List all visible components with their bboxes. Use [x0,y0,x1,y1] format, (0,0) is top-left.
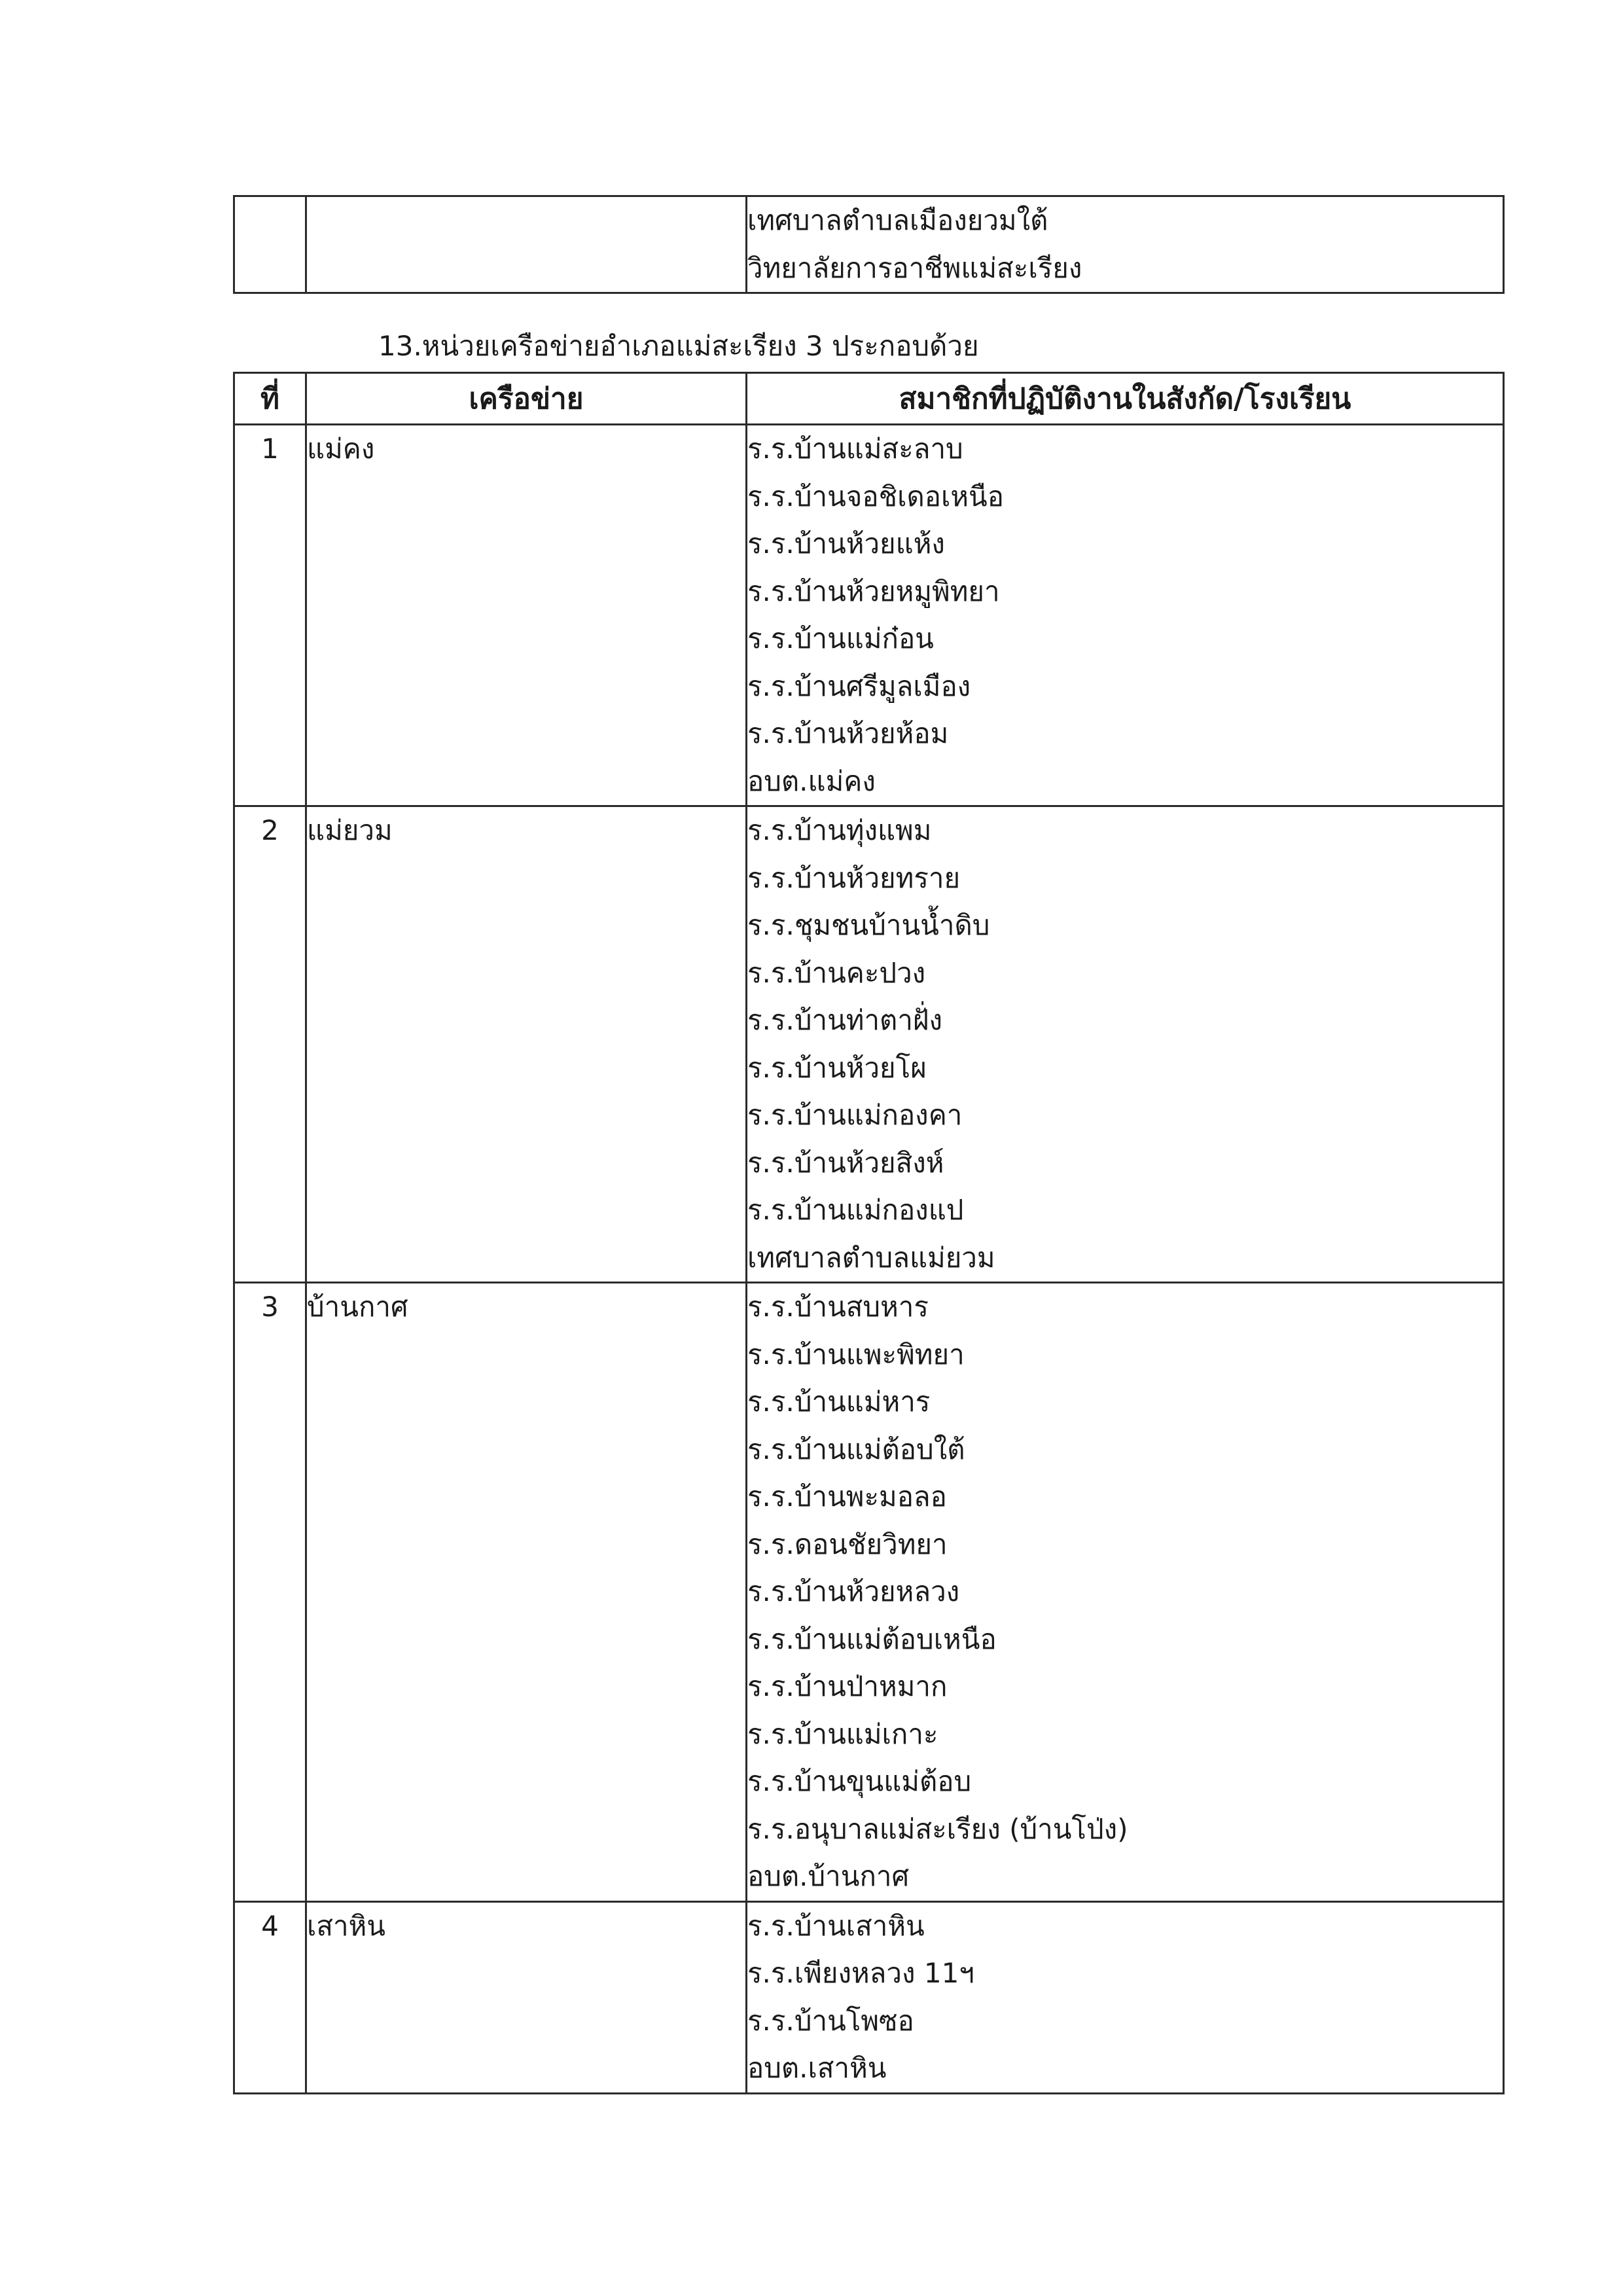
member-item: ร.ร.บ้านสบหาร [747,1291,929,1323]
table-header-row [234,373,1504,425]
header-no: ที่ [234,373,306,425]
network-cell [306,196,747,293]
network-cell [306,425,747,806]
header-network: เครือข่าย [306,373,747,425]
members-cell [747,196,1504,293]
members-cell [747,806,1504,1283]
network-cell [306,1901,747,2093]
member-item: ร.ร.บ้านเสาหิน [747,1909,925,1942]
member-item: ร.ร.บ้านแม่สะลาบ [747,433,963,465]
members-cell [747,1901,1504,2093]
member-item: ร.ร.บ้านป่าหมาก [747,1670,948,1702]
member-item: ร.ร.บ้านทุ่งแพม [747,814,932,846]
network-members-table [233,372,1505,2094]
table-row [234,196,1504,293]
member-item: ร.ร.บ้านจอชิเดอเหนือ [747,480,1004,512]
member-item: ร.ร.อนุบาลแม่สะเรียง (บ้านโป่ง) [747,1812,1128,1845]
member-item: ร.ร.บ้านแม่ก๋อน [747,622,934,655]
member-item: ร.ร.บ้านขุนแม่ต้อบ [747,1765,972,1797]
network-cell [306,806,747,1283]
member-item: อบต.บ้านกาศ [747,1860,910,1892]
member-item: ร.ร.บ้านแพะพิทยา [747,1338,965,1371]
network-cell [306,1283,747,1902]
member-item: ร.ร.บ้านแม่ต้อบเหนือ [747,1623,997,1655]
table-row [234,806,1504,1283]
network-name: บ้านกาศ [307,1291,408,1323]
member-item: ร.ร.บ้านห้วยทราย [747,861,961,894]
row-number-cell [234,425,306,806]
network-name: แม่คง [307,433,375,465]
member-item: ร.ร.บ้านห้วยแห้ง [747,528,945,560]
member-item: ร.ร.บ้านแม่เกาะ [747,1717,938,1750]
member-item: ร.ร.บ้านแม่ต้อบใต้ [747,1433,965,1465]
header-members: สมาชิกที่ปฏิบัติงานในสังกัด/โรงเรียน [747,373,1504,425]
table-row [234,1283,1504,1902]
member-item: ร.ร.บ้านแม่กองคา [747,1099,963,1131]
row-number-cell [234,1901,306,2093]
section-title: 13.หน่วยเครือข่ายอำเภอแม่สะเรียง 3 ประกอบด้วย [378,330,979,362]
row-number: 4 [261,1909,279,1942]
member-item: วิทยาลัยการอาชีพแม่สะเรียง [747,251,1082,284]
member-item: ร.ร.บ้านห้วยสิงห์ [747,1146,944,1179]
member-item: อบต.เสาหิน [747,2052,887,2084]
row-number-cell [234,1283,306,1902]
row-number: 1 [261,433,279,465]
table-row [234,425,1504,806]
network-name: แม่ยวม [307,814,393,846]
member-item: ร.ร.บ้านห้วยหลวง [747,1575,960,1607]
member-item: ร.ร.บ้านพะมอลอ [747,1480,947,1513]
member-item: เทศบาลตำบลเมืองยวมใต้ [747,204,1048,236]
table-row [234,1901,1504,2093]
member-item: ร.ร.บ้านโพซอ [747,2004,914,2037]
continuation-table [233,195,1505,294]
row-number: 2 [261,814,279,846]
row-number: 3 [261,1291,279,1323]
member-item: ร.ร.บ้านแม่กองแป [747,1194,964,1226]
member-item: ร.ร.บ้านห้วยโผ [747,1051,927,1084]
member-item: ร.ร.ดอนชัยวิทยา [747,1528,948,1560]
member-item: เทศบาลตำบลแม่ยวม [747,1241,995,1274]
member-item: ร.ร.ชุมชนบ้านน้ำดิบ [747,909,990,941]
member-item: อบต.แม่คง [747,764,876,797]
member-item: ร.ร.บ้านห้วยหมูพิทยา [747,575,1000,607]
row-number-cell [234,196,306,293]
member-item: ร.ร.บ้านแม่หาร [747,1386,931,1418]
members-cell [747,1283,1504,1902]
member-item: ร.ร.บ้านศรีมูลเมือง [747,670,971,702]
member-item: ร.ร.บ้านคะปวง [747,956,926,989]
members-cell [747,425,1504,806]
row-number-cell [234,806,306,1283]
member-item: ร.ร.บ้านห้วยห้อม [747,717,949,749]
network-name: เสาหิน [307,1909,385,1942]
member-item: ร.ร.บ้านท่าตาฝั่ง [747,1004,943,1036]
member-item: ร.ร.เพียงหลวง 11ฯ [747,1957,974,1989]
